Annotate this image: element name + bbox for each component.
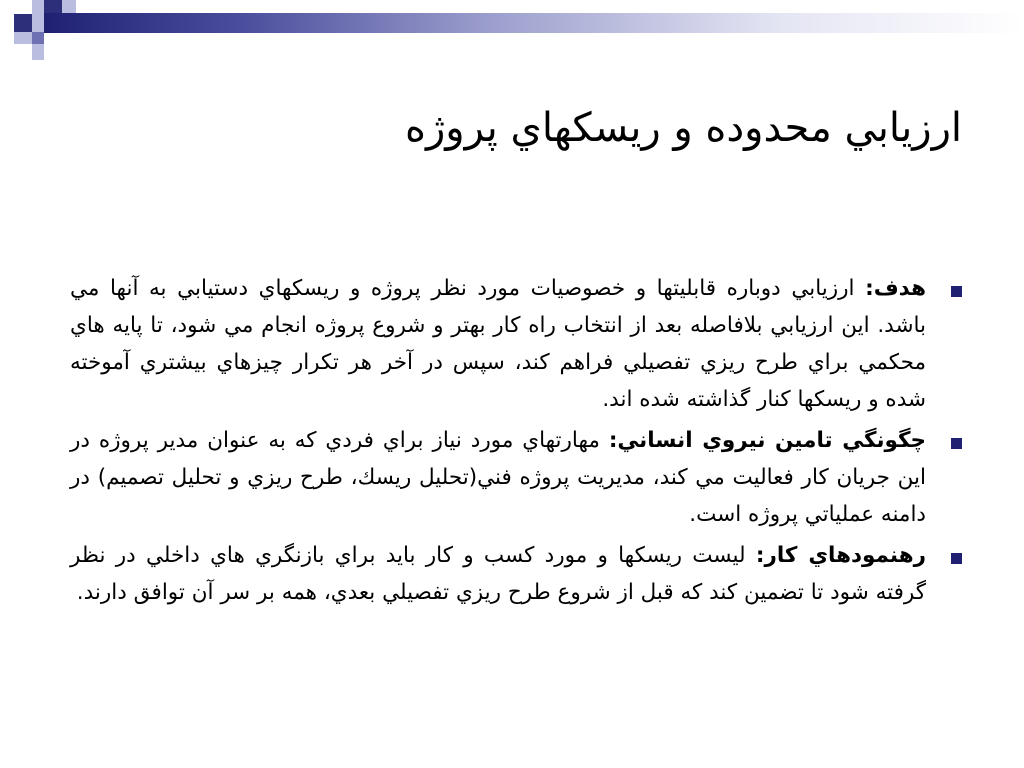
square-bullet-icon [951,286,962,297]
decor-square [14,14,32,32]
decor-square [62,0,76,14]
slide-title: ارزيابي محدوده و ريسکهاي پروژه [405,105,962,151]
bullet-term: چگونگي تامين نيروي انساني: [608,428,927,453]
bullet-text: ارزيابي دوباره قابليتها و خصوصيات مورد نظر پروژه و ريسکهاي دستيابي به آنها مي باشد. اين ارزيابي بلافاصله بعد از انتخاب راه کار بهتر و شروع پروژه انجام مي شود، تا پايه هاي محکمي براي طرح ريزي تفصيلي فراهم کند، سپس در آخر هر تکرار چيزهاي بيشتري آموخته شده و ريسکها کنار گذاشته شده اند. [70,276,926,412]
bullet-text: ليست ريسکها و مورد کسب و کار بايد براي بازنگري هاي داخلي در نظر گرفته شود تا تضمين کند که قبل از شروع طرح ريزي تفصيلي بعدي، همه بر سر آن توافق دارند. [70,543,926,605]
bullet-item [70,422,970,533]
decor-square [14,32,32,44]
decor-square [32,32,44,44]
bullet-list [70,270,970,615]
bullet-item [70,270,970,418]
decor-square [32,14,44,32]
header-gradient-bar [44,13,1024,33]
bullet-term: رهنمودهاي کار: [755,543,926,568]
bullet-text: مهارتهاي مورد نياز براي فردي که به عنوان مدير پروژه در اين جريان کار فعاليت مي کند، مديريت پروژه فني(تحليل ريسك، طرح ريزي و تحليل تصميم) در دامنه عملياتي پروژه است. [70,428,926,527]
decor-square [32,0,44,14]
square-bullet-icon [951,438,962,449]
decor-square [32,44,44,60]
bullet-item [70,537,970,611]
square-bullet-icon [951,553,962,564]
bullet-term: هدف: [865,276,926,301]
decor-square [44,0,64,14]
